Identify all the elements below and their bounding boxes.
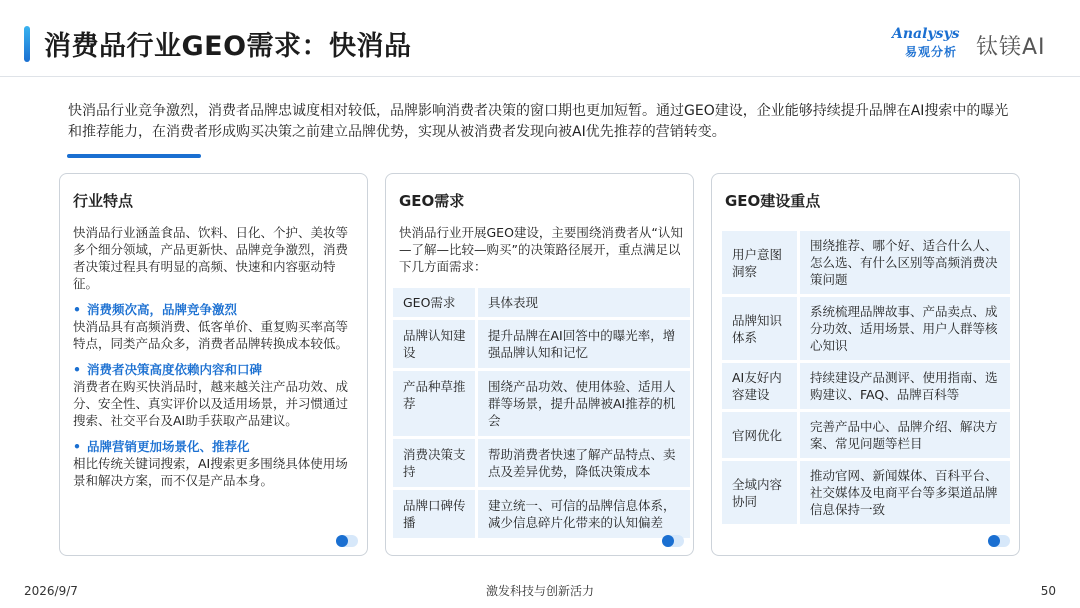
- toggle-knob: [988, 535, 1000, 547]
- table-row: [722, 461, 1010, 524]
- industry-paragraph: 快消品行业涵盖食品、饮料、日化、个护、美妆等多个细分领域，产品更新快、品牌竞争激烈，消费者决策过程具有明显的高频、快速和内容驱动特征。: [73, 225, 349, 291]
- intro-underline: [67, 154, 201, 158]
- toggle-knob: [336, 535, 348, 547]
- taimei-ai-logo: 钛镁AI: [976, 35, 1046, 60]
- table-row: [722, 412, 1010, 458]
- geo-focus-table: [722, 231, 1010, 527]
- table-cell-detail: 完善产品中心、品牌介绍、解决方案、常见问题等栏目: [797, 412, 1010, 458]
- table-cell-detail: 围绕产品功效、使用体验、适用人群等场景，提升品牌被AI推荐的机会: [475, 371, 690, 436]
- card-industry-features: [59, 173, 368, 556]
- footer-date: 2026/9/7: [24, 584, 78, 598]
- card-title: 行业特点: [73, 192, 134, 210]
- footer-slogan: 激发科技与创新活力: [485, 584, 594, 598]
- table-cell-focus: 品牌知识体系: [732, 312, 783, 345]
- table-cell-focus: AI友好内容建设: [732, 370, 782, 402]
- analysys-logo: [892, 26, 962, 62]
- table-cell-need: 产品种草推荐: [403, 379, 466, 411]
- bullet-icon: •: [73, 439, 81, 454]
- point-heading: • 消费者决策高度依赖内容和口碑: [73, 362, 263, 377]
- analysys-logo-cn: 易观分析: [905, 45, 958, 59]
- toggle-switch[interactable]: [662, 535, 684, 547]
- table-row: [393, 439, 690, 487]
- intro-paragraph: 快消品行业竞争激烈，消费者品牌忠诚度相对较低，品牌影响消费者决策的窗口期也更加短暂。通过GEO建设，企业能够持续提升品牌在AI搜索中的曝光和推荐能力，在消费者形成购买决策之前建立品牌优势，实现从被消费者发现向被AI优先推荐的营销转变。: [68, 103, 1009, 140]
- table-cell-detail: 持续建设产品测评、使用指南、选购建议、FAQ、品牌百科等: [797, 363, 1010, 409]
- table-cell-detail: 围绕推荐、哪个好、适合什么人、怎么选、有什么区别等高频消费决策问题: [797, 231, 1010, 294]
- bullet-icon: •: [73, 302, 81, 317]
- table-cell-focus: 用户意图洞察: [732, 246, 783, 279]
- card-title: GEO建设重点: [725, 192, 821, 210]
- header-divider: [0, 76, 1080, 77]
- bullet-icon: •: [73, 362, 81, 377]
- card-title: GEO需求: [399, 192, 465, 210]
- table-header-row: [393, 288, 690, 317]
- table-cell-detail: 帮助消费者快速了解产品特点、卖点及差异优势，降低决策成本: [475, 439, 690, 487]
- table-row: [393, 320, 690, 368]
- table-cell-need: 消费决策支持: [403, 447, 466, 479]
- point-text: 相比传统关键词搜索，AI搜索更多围绕具体使用场景和解决方案，而不仅是产品本身。: [73, 456, 348, 488]
- table-row: [393, 371, 690, 436]
- table-header-cell: GEO需求: [403, 295, 456, 310]
- toggle-knob: [662, 535, 674, 547]
- table-cell-need: 品牌认知建设: [403, 328, 466, 360]
- table-row: [722, 363, 1010, 409]
- point-heading: • 消费频次高，品牌竞争激烈: [73, 302, 238, 317]
- page-title: 消费品行业GEO需求：快消品: [44, 31, 412, 62]
- table-cell-focus: 官网优化: [732, 427, 783, 443]
- table-row: [722, 297, 1010, 360]
- table-row: [722, 231, 1010, 294]
- point-heading: • 品牌营销更加场景化、推荐化: [73, 439, 250, 454]
- page-number: 50: [1040, 584, 1056, 598]
- card-geo-focus: [711, 173, 1020, 556]
- geo-needs-intro: 快消品行业开展GEO建设，主要围绕消费者从“认知—了解—比较—购买”的决策路径展开，重点满足以下几方面需求：: [399, 225, 683, 274]
- card-body: [73, 224, 355, 498]
- table-cell-focus: 全域内容协同: [732, 476, 783, 509]
- card-geo-needs: [385, 173, 694, 556]
- toggle-switch[interactable]: [988, 535, 1010, 547]
- point-text: 快消品具有高频消费、低客单价、重复购买率高等特点，同类产品众多，消费者品牌转换成本较低。: [73, 319, 349, 351]
- analysys-logo-en: Analysys: [892, 26, 960, 42]
- point-text: 消费者在购买快消品时，越来越关注产品功效、成分、安全性、真实评价以及适用场景，并习惯通过搜索、社交平台及AI助手获取产品建议。: [73, 379, 349, 428]
- table-cell-detail: 建立统一、可信的品牌信息体系，减少信息碎片化带来的认知偏差: [475, 490, 690, 538]
- table-header-cell: 具体表现: [475, 288, 690, 317]
- table-cell-need: 品牌口碑传播: [403, 498, 466, 530]
- title-accent-bar: [24, 26, 30, 62]
- table-cell-detail: 系统梳理品牌故事、产品卖点、成分功效、适用场景、用户人群等核心知识: [797, 297, 1010, 360]
- toggle-switch[interactable]: [336, 535, 358, 547]
- table-cell-detail: 提升品牌在AI回答中的曝光率，增强品牌认知和记忆: [475, 320, 690, 368]
- table-cell-detail: 推动官网、新闻媒体、百科平台、社交媒体及电商平台等多渠道品牌信息保持一致: [797, 461, 1010, 524]
- geo-needs-table: [393, 288, 690, 541]
- table-row: [393, 490, 690, 538]
